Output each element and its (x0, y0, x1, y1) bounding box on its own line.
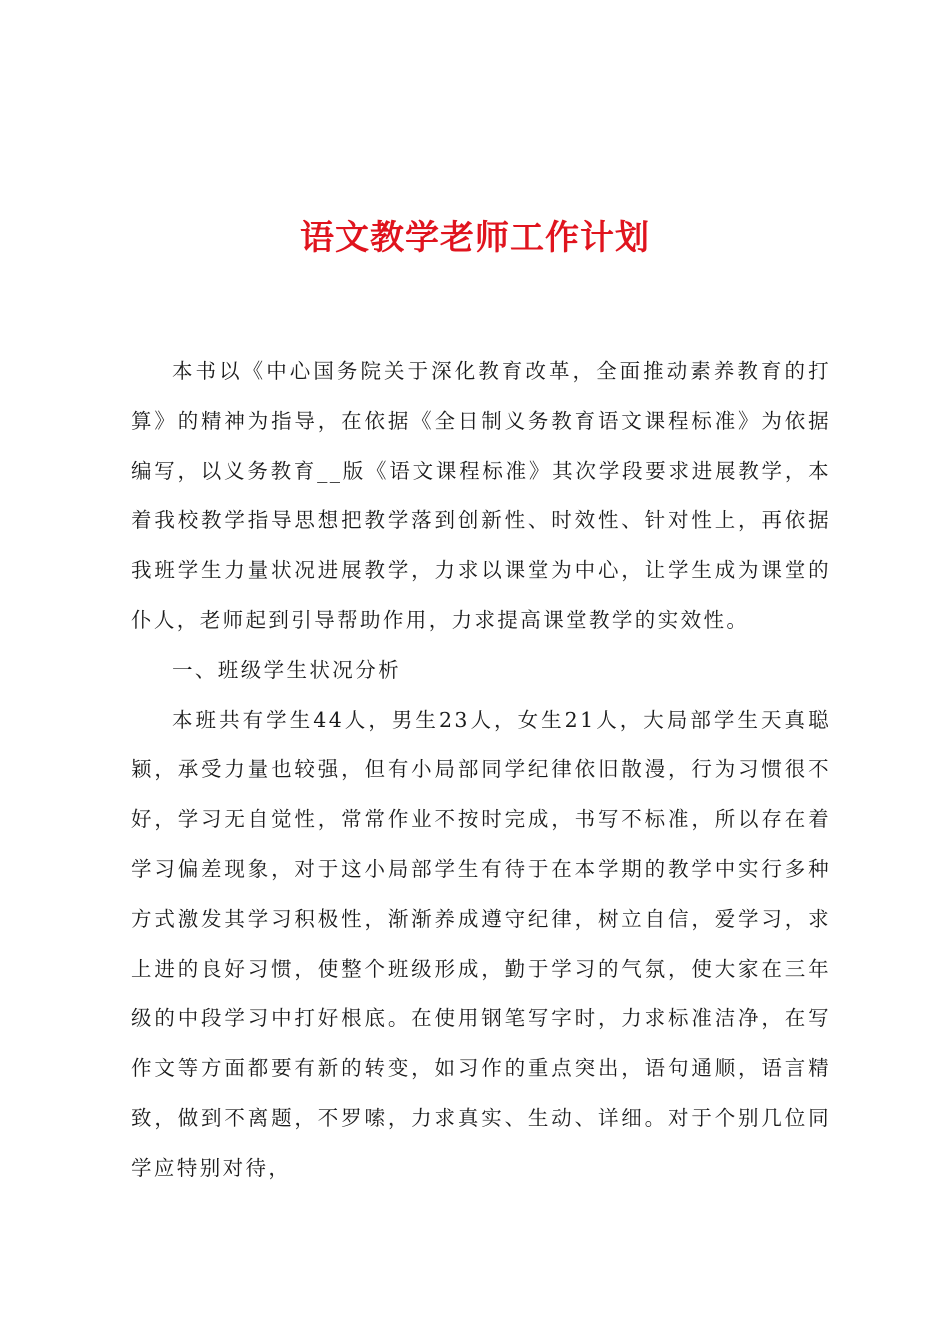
intro-paragraph: 本书以《中心国务院关于深化教育改革，全面推动素养教育的打算》的精神为指导，在依据《全日制义务教育语文课程标准》为依据编写，以义务教育__版《语文课程标准》其次学段要求进展教学，本着我校教学指导思想把教学落到创新性、时效性、针对性上，再依据我班学生力量状况进展教学，力求以课堂为中心，让学生成为课堂的仆人，老师起到引导帮助作用，力求提高课堂教学的实效性。 (131, 359, 831, 632)
section-paragraph: 本班共有学生44人，男生23人，女生21人，大局部学生天真聪颖，承受力量也较强，但有小局部同学纪律依旧散漫，行为习惯很不好，学习无自觉性，常常作业不按时完成，书写不标准，所以存在着学习偏差现象，对于这小局部学生有待于在本学期的教学中实行多种方式激发其学习积极性，渐渐养成遵守纪律，树立自信，爱学习，求上进的良好习惯，使整个班级形成，勤于学习的气氛，使大家在三年级的中段学习中打好根底。在使用钢笔写字时，力求标准洁净，在写作文等方面都要有新的转变，如习作的重点突出，语句通顺，语言精致，做到不离题，不罗嗦，力求真实、生动、详细。对于个别几位同学应特别对待， (131, 707, 831, 1180)
document-body (131, 347, 831, 1194)
document-title: 语文教学老师工作计划 (300, 218, 650, 258)
section-heading: 一、班级学生状况分析 (172, 657, 401, 682)
